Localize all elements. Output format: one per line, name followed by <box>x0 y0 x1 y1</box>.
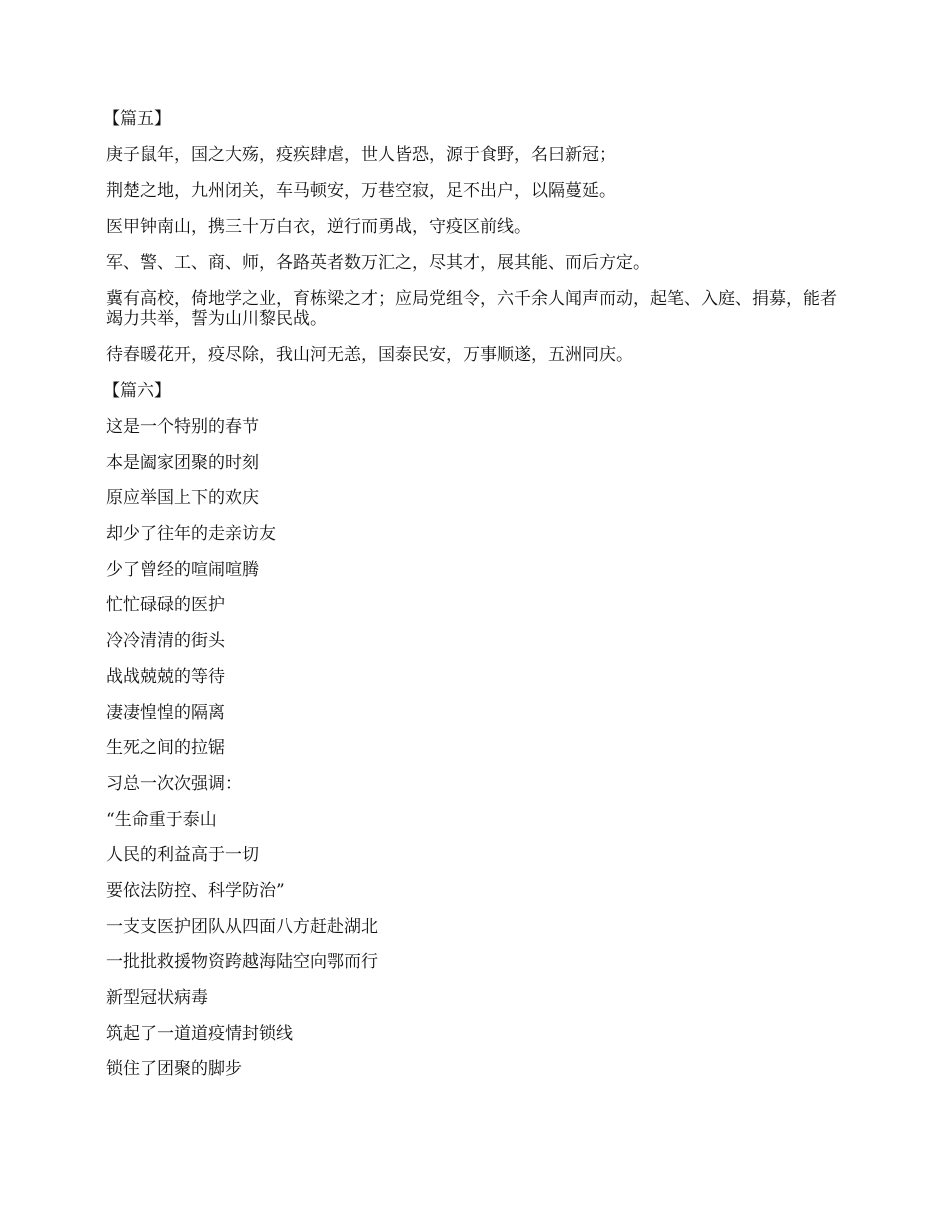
poem-line: 人民的利益高于一切 <box>106 845 259 866</box>
poem-line: 新型冠状病毒 <box>106 988 208 1008</box>
poem-line: 要依法防控、科学防治” <box>106 880 285 901</box>
poem-line: 筑起了一道道疫情封锁线 <box>106 1023 293 1044</box>
poem-line: 原应举国上下的欢庆 <box>106 488 259 509</box>
section-five-heading: 【篇五】 <box>103 109 171 129</box>
section-five-paragraph: 待春暖花开，疫尽除，我山河无恙，国泰民安，万事顺遂，五洲同庆。 <box>106 345 633 365</box>
section-five-paragraph: 医甲钟南山，携三十万白衣，逆行而勇战，守疫区前线。 <box>106 217 531 237</box>
section-six-heading: 【篇六】 <box>103 381 171 401</box>
poem-line: “生命重于泰山 <box>106 809 217 830</box>
section-five-paragraph: 军、警、工、商、师，各路英者数万汇之，尽其才，展其能、而后方定。 <box>106 253 650 273</box>
poem-line: 生死之间的拉锯 <box>106 738 225 759</box>
section-five-paragraph: 荆楚之地，九州闭关，车马顿安，万巷空寂，足不出户，以隔蔓延。 <box>106 181 616 201</box>
poem-line: 少了曾经的喧闹喧腾 <box>106 559 259 580</box>
poem-line: 习总一次次强调： <box>106 773 242 794</box>
poem-line: 一批批救援物资跨越海陆空向鄂而行 <box>106 952 378 973</box>
poem-line: 却少了往年的走亲访友 <box>106 524 276 545</box>
poem-line: 战战兢兢的等待 <box>106 666 225 687</box>
poem-line: 一支支医护团队从四面八方赶赴湖北 <box>106 916 378 937</box>
poem-line: 冷冷清清的街头 <box>106 631 225 652</box>
poem-line: 锁住了团聚的脚步 <box>106 1059 242 1080</box>
poem-line: 这是一个特别的春节 <box>106 417 259 437</box>
section-six <box>103 381 850 1080</box>
poem-line: 本是阖家团聚的时刻 <box>106 452 259 473</box>
section-five-paragraph: 冀有高校，倚地学之业，育栋梁之才；应局党组令，六千余人闻声而动，起笔、入庭、捐募，能者竭力共举，誓为山川黎民战。 <box>106 289 837 329</box>
poem-line: 忙忙碌碌的医护 <box>106 595 225 616</box>
poem-line: 凄凄惶惶的隔离 <box>106 702 225 723</box>
section-five-paragraph: 庚子鼠年，国之大殇，疫疾肆虐，世人皆恐，源于食野，名曰新冠； <box>106 145 616 165</box>
section-five <box>103 109 850 365</box>
